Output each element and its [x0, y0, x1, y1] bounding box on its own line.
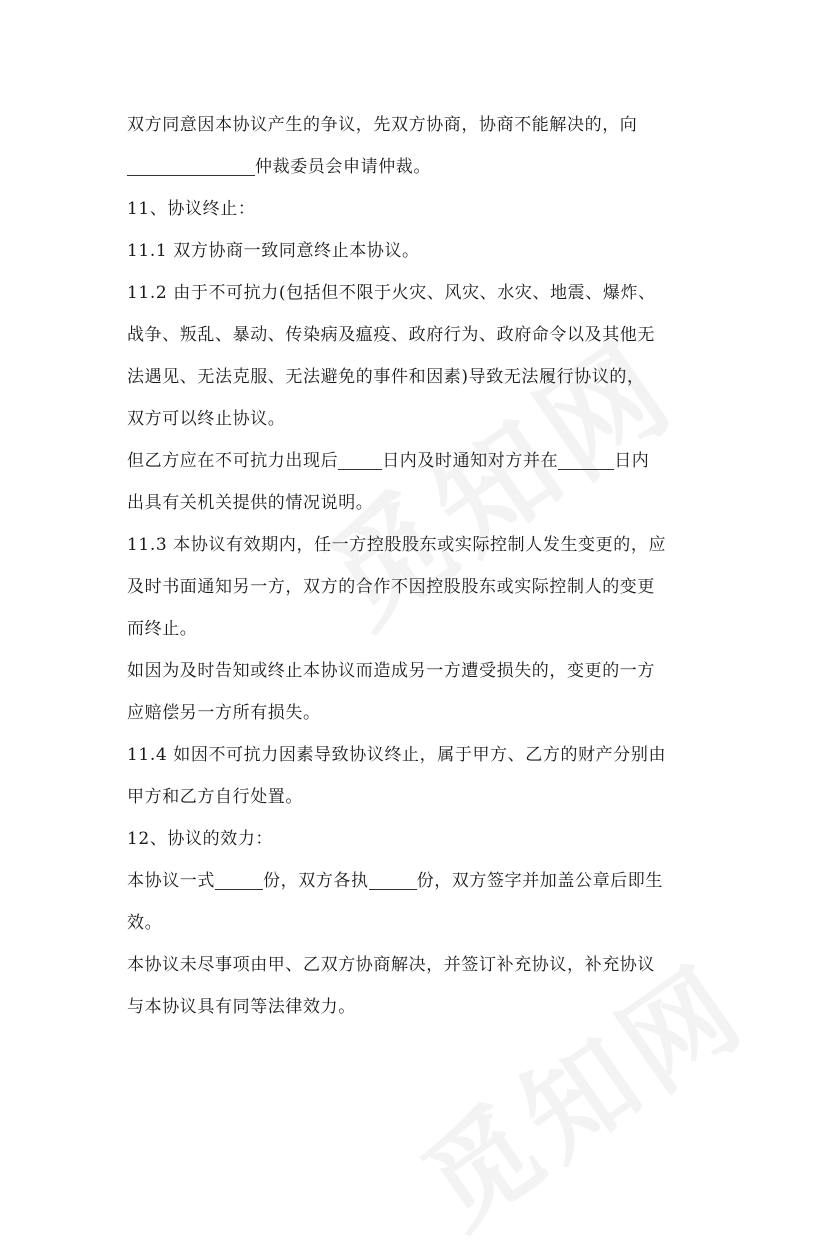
- section-heading: 12、协议的效力：: [127, 829, 274, 849]
- fill-in-blank[interactable]: [215, 888, 263, 890]
- line-text: 仲裁委员会申请仲裁。: [255, 157, 431, 177]
- paragraph-line: 效。: [127, 913, 163, 933]
- paragraph-line: 双方可以终止协议。: [127, 409, 286, 429]
- paragraph-line: 及时书面通知另一方，双方的合作不因控股股东或实际控制人的变更: [127, 577, 655, 597]
- paragraph-line: 双方同意因本协议产生的争议，先双方协商，协商不能解决的，向: [127, 115, 638, 135]
- paragraph-line: 11.1 双方协商一致同意终止本协议。: [127, 241, 420, 261]
- paragraph-line-with-blank: [127, 440, 712, 482]
- paragraph-line: 如因为及时告知或终止本协议而造成另一方遭受损失的，变更的一方: [127, 661, 655, 681]
- paragraph-line: 应赔偿另一方所有损失。: [127, 703, 321, 723]
- paragraph-line: 出具有关机关提供的情况说明。: [127, 493, 374, 513]
- line-text: 日内: [614, 451, 650, 471]
- line-text: 本协议一式: [127, 871, 215, 891]
- fill-in-blank[interactable]: [338, 468, 382, 470]
- section-heading: 11、协议终止：: [127, 199, 256, 219]
- paragraph-line: 战争、叛乱、暴动、传染病及瘟疫、政府行为、政府命令以及其他无: [127, 325, 655, 345]
- line-text: 份，双方签字并加盖公章后即生: [416, 871, 664, 891]
- paragraph-line: 11.2 由于不可抗力(包括但不限于火灾、风灾、水灾、地震、爆炸、: [127, 283, 656, 303]
- paragraph-line: 甲方和乙方自行处置。: [127, 787, 303, 807]
- fill-in-blank[interactable]: [127, 174, 255, 176]
- paragraph-line: 11.4 如因不可抗力因素导致协议终止，属于甲方、乙方的财产分别由: [127, 745, 667, 765]
- paragraph-line: 法遇见、无法克服、无法避免的事件和因素)导致无法履行协议的，: [127, 367, 645, 387]
- line-text: 但乙方应在不可抗力出现后: [127, 451, 339, 471]
- fill-in-blank[interactable]: [558, 468, 614, 470]
- paragraph-line: 11.3 本协议有效期内，任一方控股股东或实际控制人发生变更的，应: [127, 535, 667, 555]
- document-body: [127, 104, 712, 1028]
- line-text: 份，双方各执: [263, 871, 369, 891]
- paragraph-line-with-blank: [127, 860, 712, 902]
- line-text: 日内及时通知对方并在: [382, 451, 559, 471]
- paragraph-line: 与本协议具有同等法律效力。: [127, 997, 356, 1017]
- paragraph-line: 而终止。: [127, 619, 198, 639]
- paragraph-line: 本协议未尽事项由甲、乙双方协商解决，并签订补充协议，补充协议: [127, 955, 655, 975]
- paragraph-line-with-blank: [127, 146, 712, 188]
- fill-in-blank[interactable]: [369, 888, 417, 890]
